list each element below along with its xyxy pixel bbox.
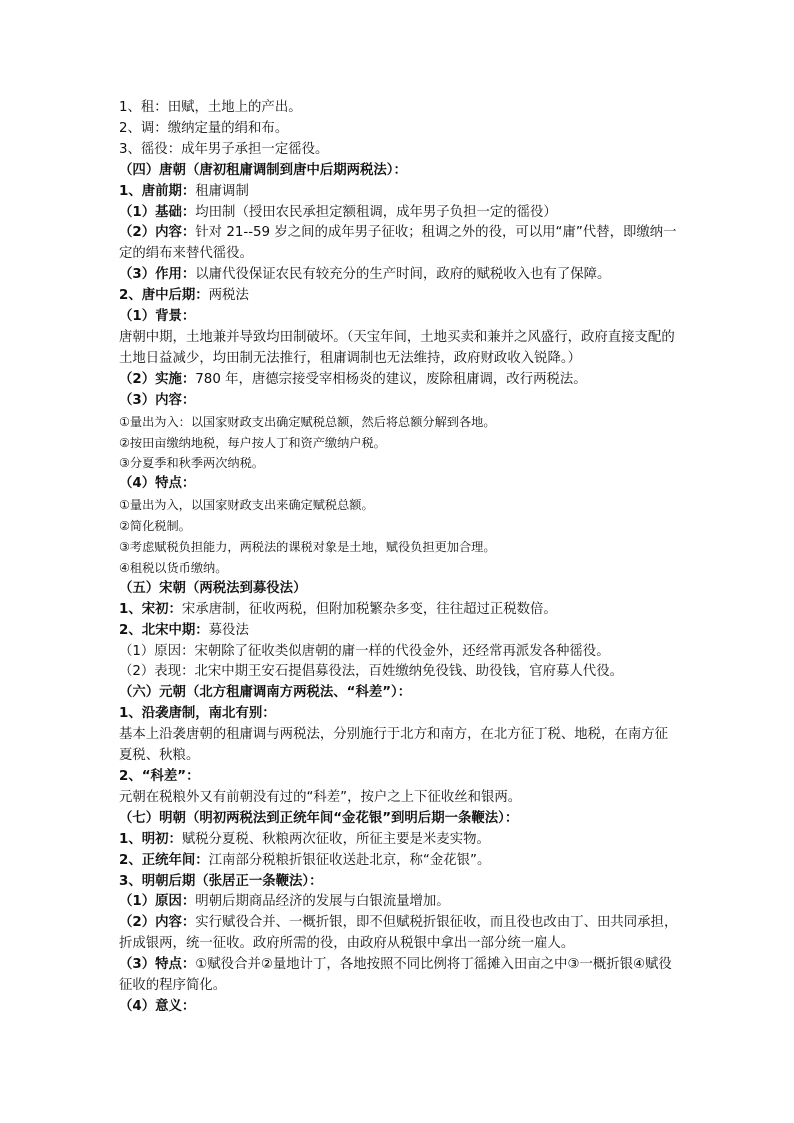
text-line xyxy=(119,516,679,537)
bold-heading: （3）内容： xyxy=(119,392,196,408)
text-line xyxy=(119,495,679,516)
text-line xyxy=(119,286,679,307)
text-line xyxy=(119,474,679,495)
body-text: 募役法 xyxy=(208,622,249,638)
text-line xyxy=(119,725,679,767)
text-line xyxy=(119,182,679,203)
text-line xyxy=(119,642,679,663)
text-line xyxy=(119,265,679,286)
body-text: 江南部分税粮折银征收送赴北京，称“金花银”。 xyxy=(208,852,491,868)
text-line xyxy=(119,140,679,161)
bold-heading: （六）元朝（北方租庸调南方两税法、“科差”）： xyxy=(119,685,412,701)
bold-heading: 2、唐中后期： xyxy=(119,288,209,304)
bold-heading: （3）作用： xyxy=(119,267,196,283)
text-line xyxy=(119,809,679,830)
text-line xyxy=(119,203,679,224)
text-line xyxy=(119,412,679,433)
text-line xyxy=(119,830,679,851)
text-line xyxy=(119,370,679,391)
body-text: ④租税以货币缴纳。 xyxy=(119,560,228,575)
text-line xyxy=(119,767,679,788)
body-text: ①量出为入：以国家财政支出确定赋税总额，然后将总额分解到各地。 xyxy=(119,414,496,429)
body-text: （2）表现：北宋中期王安石提倡募役法，百姓缴纳免役钱、助役钱，官府募人代役。 xyxy=(119,664,623,680)
bold-heading: （四）唐朝（唐初租庸调制到唐中后期两税法）： xyxy=(119,162,407,178)
bold-heading: （2）实施： xyxy=(119,371,196,387)
text-line xyxy=(119,223,679,265)
body-text: ①量出为入，以国家财政支出来确定赋税总额。 xyxy=(119,498,374,513)
bold-heading: 3、明朝后期（张居正一条鞭法）： xyxy=(119,873,323,889)
bold-heading: （1）基础： xyxy=(119,204,196,220)
body-text: 均田制（授田农民承担定额租调，成年男子负担一定的徭役） xyxy=(195,204,557,220)
bold-heading: （2）内容： xyxy=(119,225,196,241)
body-text: 宋承唐制，征收两税，但附加税繁杂多变，往往超过正税数倍。 xyxy=(181,601,557,617)
text-line xyxy=(119,119,679,140)
body-text: 明朝后期商品经济的发展与白银流量增加。 xyxy=(195,894,450,910)
body-text: 唐朝中期，土地兼并导致均田制破坏。（天宝年间，土地买卖和兼并之风盛行，政府直接支配的土地日益减少，均田制无法推行，租庸调制也无法维持，政府财政收入锐降。） xyxy=(119,329,675,366)
body-text: ②简化税制。 xyxy=(119,519,191,534)
bold-heading: （七）明朝（明初两税法到正统年间“金花银”到明后期一条鞭法）： xyxy=(119,810,519,826)
bold-heading: 1、唐前期： xyxy=(119,183,196,199)
body-text: （1）原因：宋朝除了征收类似唐朝的庸一样的代役金外，还经常再派发各种徭役。 xyxy=(119,643,610,659)
bold-heading: 1、明初： xyxy=(119,831,182,847)
body-text: 780 年，唐德宗接受宰相杨炎的建议，废除租庸调，改行两税法。 xyxy=(195,371,587,387)
body-text: 元朝在税粮外又有前朝没有过的“科差”，按户之上下征收丝和银两。 xyxy=(119,789,522,805)
text-line xyxy=(119,955,679,997)
text-line xyxy=(119,579,679,600)
text-line xyxy=(119,453,679,474)
text-line xyxy=(119,704,679,725)
text-line xyxy=(119,537,679,558)
text-line xyxy=(119,98,679,119)
body-text: ①赋役合并②量地计丁，各地按照不同比例将丁徭摊入田亩之中③一概折银④赋役征收的程序简化。 xyxy=(119,957,672,994)
bold-heading: 2、正统年间： xyxy=(119,852,209,868)
bold-heading: （2）内容： xyxy=(119,915,196,931)
text-line xyxy=(119,662,679,683)
body-text: 租庸调制 xyxy=(195,183,249,199)
body-text: 3、徭役：成年男子承担一定徭役。 xyxy=(119,141,329,157)
text-line xyxy=(119,558,679,579)
bold-heading: （五）宋朝（两税法到募役法） xyxy=(119,580,307,596)
text-line xyxy=(119,892,679,913)
text-line xyxy=(119,328,679,370)
body-text: 实行赋役合并、一概折银，即不但赋税折银征收，而且役也改由丁、田共同承担，折成银两，统一征收。政府所需的役，由政府从税银中拿出一部分统一雇人。 xyxy=(119,915,678,952)
text-line xyxy=(119,161,679,182)
body-text: 2、调：缴纳定量的绢和布。 xyxy=(119,120,289,136)
text-line xyxy=(119,788,679,809)
bold-heading: （4）意义： xyxy=(119,998,196,1014)
body-text: 两税法 xyxy=(208,288,249,304)
document-body xyxy=(119,98,679,1018)
body-text: 针对 21--59 岁之间的成年男子征收；租调之外的役，可以用“庸”代替，即缴纳一定的绢布来替代徭役。 xyxy=(119,225,677,262)
text-line xyxy=(119,391,679,412)
text-line xyxy=(119,683,679,704)
body-text: ②按田亩缴纳地税，每户按人丁和资产缴纳户税。 xyxy=(119,435,386,450)
body-text: 基本上沿袭唐朝的租庸调与两税法，分别施行于北方和南方，在北方征丁税、地税，在南方征夏税、秋粮。 xyxy=(119,727,669,764)
text-line xyxy=(119,913,679,955)
body-text: 1、租：田赋，土地上的产出。 xyxy=(119,100,302,115)
text-line xyxy=(119,997,679,1018)
bold-heading: 2、“科差”： xyxy=(119,769,200,784)
bold-heading: 2、北宋中期： xyxy=(119,622,209,638)
body-text: 以庸代役保证农民有较充分的生产时间，政府的赋税收入也有了保障。 xyxy=(195,267,611,283)
text-line xyxy=(119,600,679,621)
text-line xyxy=(119,872,679,893)
bold-heading: （4）特点： xyxy=(119,476,196,492)
text-line xyxy=(119,621,679,642)
text-line xyxy=(119,433,679,454)
body-text: ③考虑赋税负担能力，两税法的课税对象是土地，赋役负担更加合理。 xyxy=(119,540,496,555)
body-text: 赋税分夏税、秋粮两次征收，所征主要是米麦实物。 xyxy=(181,831,490,847)
bold-heading: （1）原因： xyxy=(119,894,196,910)
bold-heading: 1、宋初： xyxy=(119,601,182,617)
text-line xyxy=(119,307,679,328)
text-line xyxy=(119,851,679,872)
body-text: ③分夏季和秋季两次纳税。 xyxy=(119,456,264,471)
bold-heading: （3）特点： xyxy=(119,957,196,973)
bold-heading: （1）背景： xyxy=(119,309,196,325)
bold-heading: 1、沿袭唐制，南北有别： xyxy=(119,706,276,722)
